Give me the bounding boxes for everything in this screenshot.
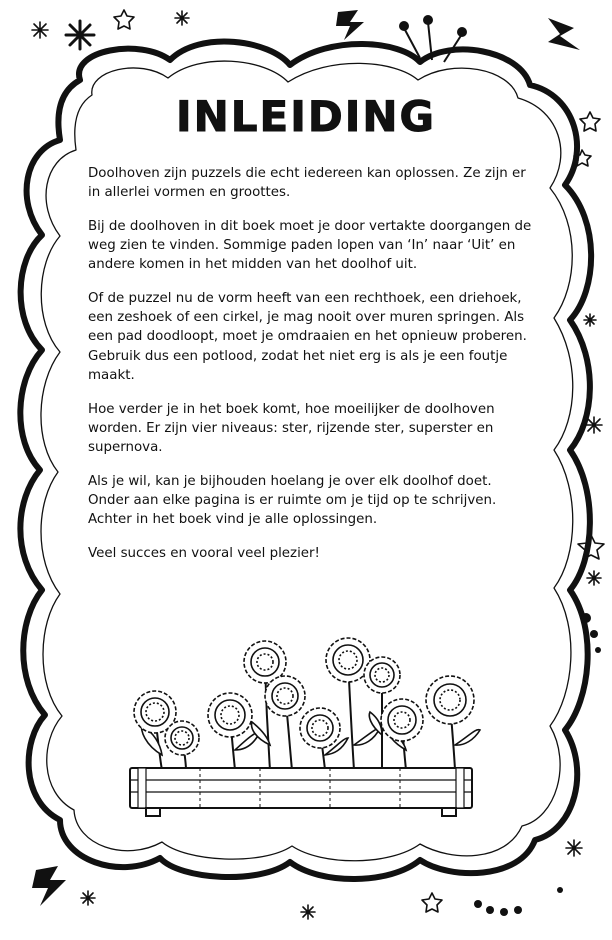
paragraph-2: Bij de doolhoven in dit boek moet je door vertakte doorgangen de weg zien te vinden. Sommige paden lopen van ‘In’ naar ‘Uit’ en andere komen in het midden van het doolhof uit. — [88, 218, 532, 273]
intro-text — [88, 164, 533, 577]
paragraph-5: Als je wil, kan je bijhouden hoelang je over elk doolhof doet. Onder aan elke pagina is er ruimte om je tijd op te schrijven. Achter in het boek vind je alle oplossingen. — [88, 473, 497, 528]
paragraph-4: Hoe verder je in het boek komt, hoe moeilijker de doolhoven worden. Er zijn vier niveaus: ster, rijzende ster, superster en supernova. — [88, 401, 495, 455]
flower-heads — [134, 638, 474, 755]
paragraph-1: Doolhoven zijn puzzels die echt iedereen kan oplossen. Ze zijn er in allerlei vormen en groottes. — [88, 166, 526, 201]
flower-planter-illustration — [120, 620, 490, 820]
page-title: INLEIDING — [176, 92, 436, 141]
paragraph-6: Veel succes en vooral veel plezier! — [88, 545, 320, 561]
planter-box — [130, 768, 472, 816]
paragraph-3: Of de puzzel nu de vorm heeft van een rechthoek, een driehoek, een zeshoek of een cirkel, je mag nooit over muren springen. Als een pad doodloopt, moet je omdraaien en het opnieuw proberen. Gebruik dus een potlood, zodat het niet erg is als je een foutje maakt. — [88, 291, 527, 383]
